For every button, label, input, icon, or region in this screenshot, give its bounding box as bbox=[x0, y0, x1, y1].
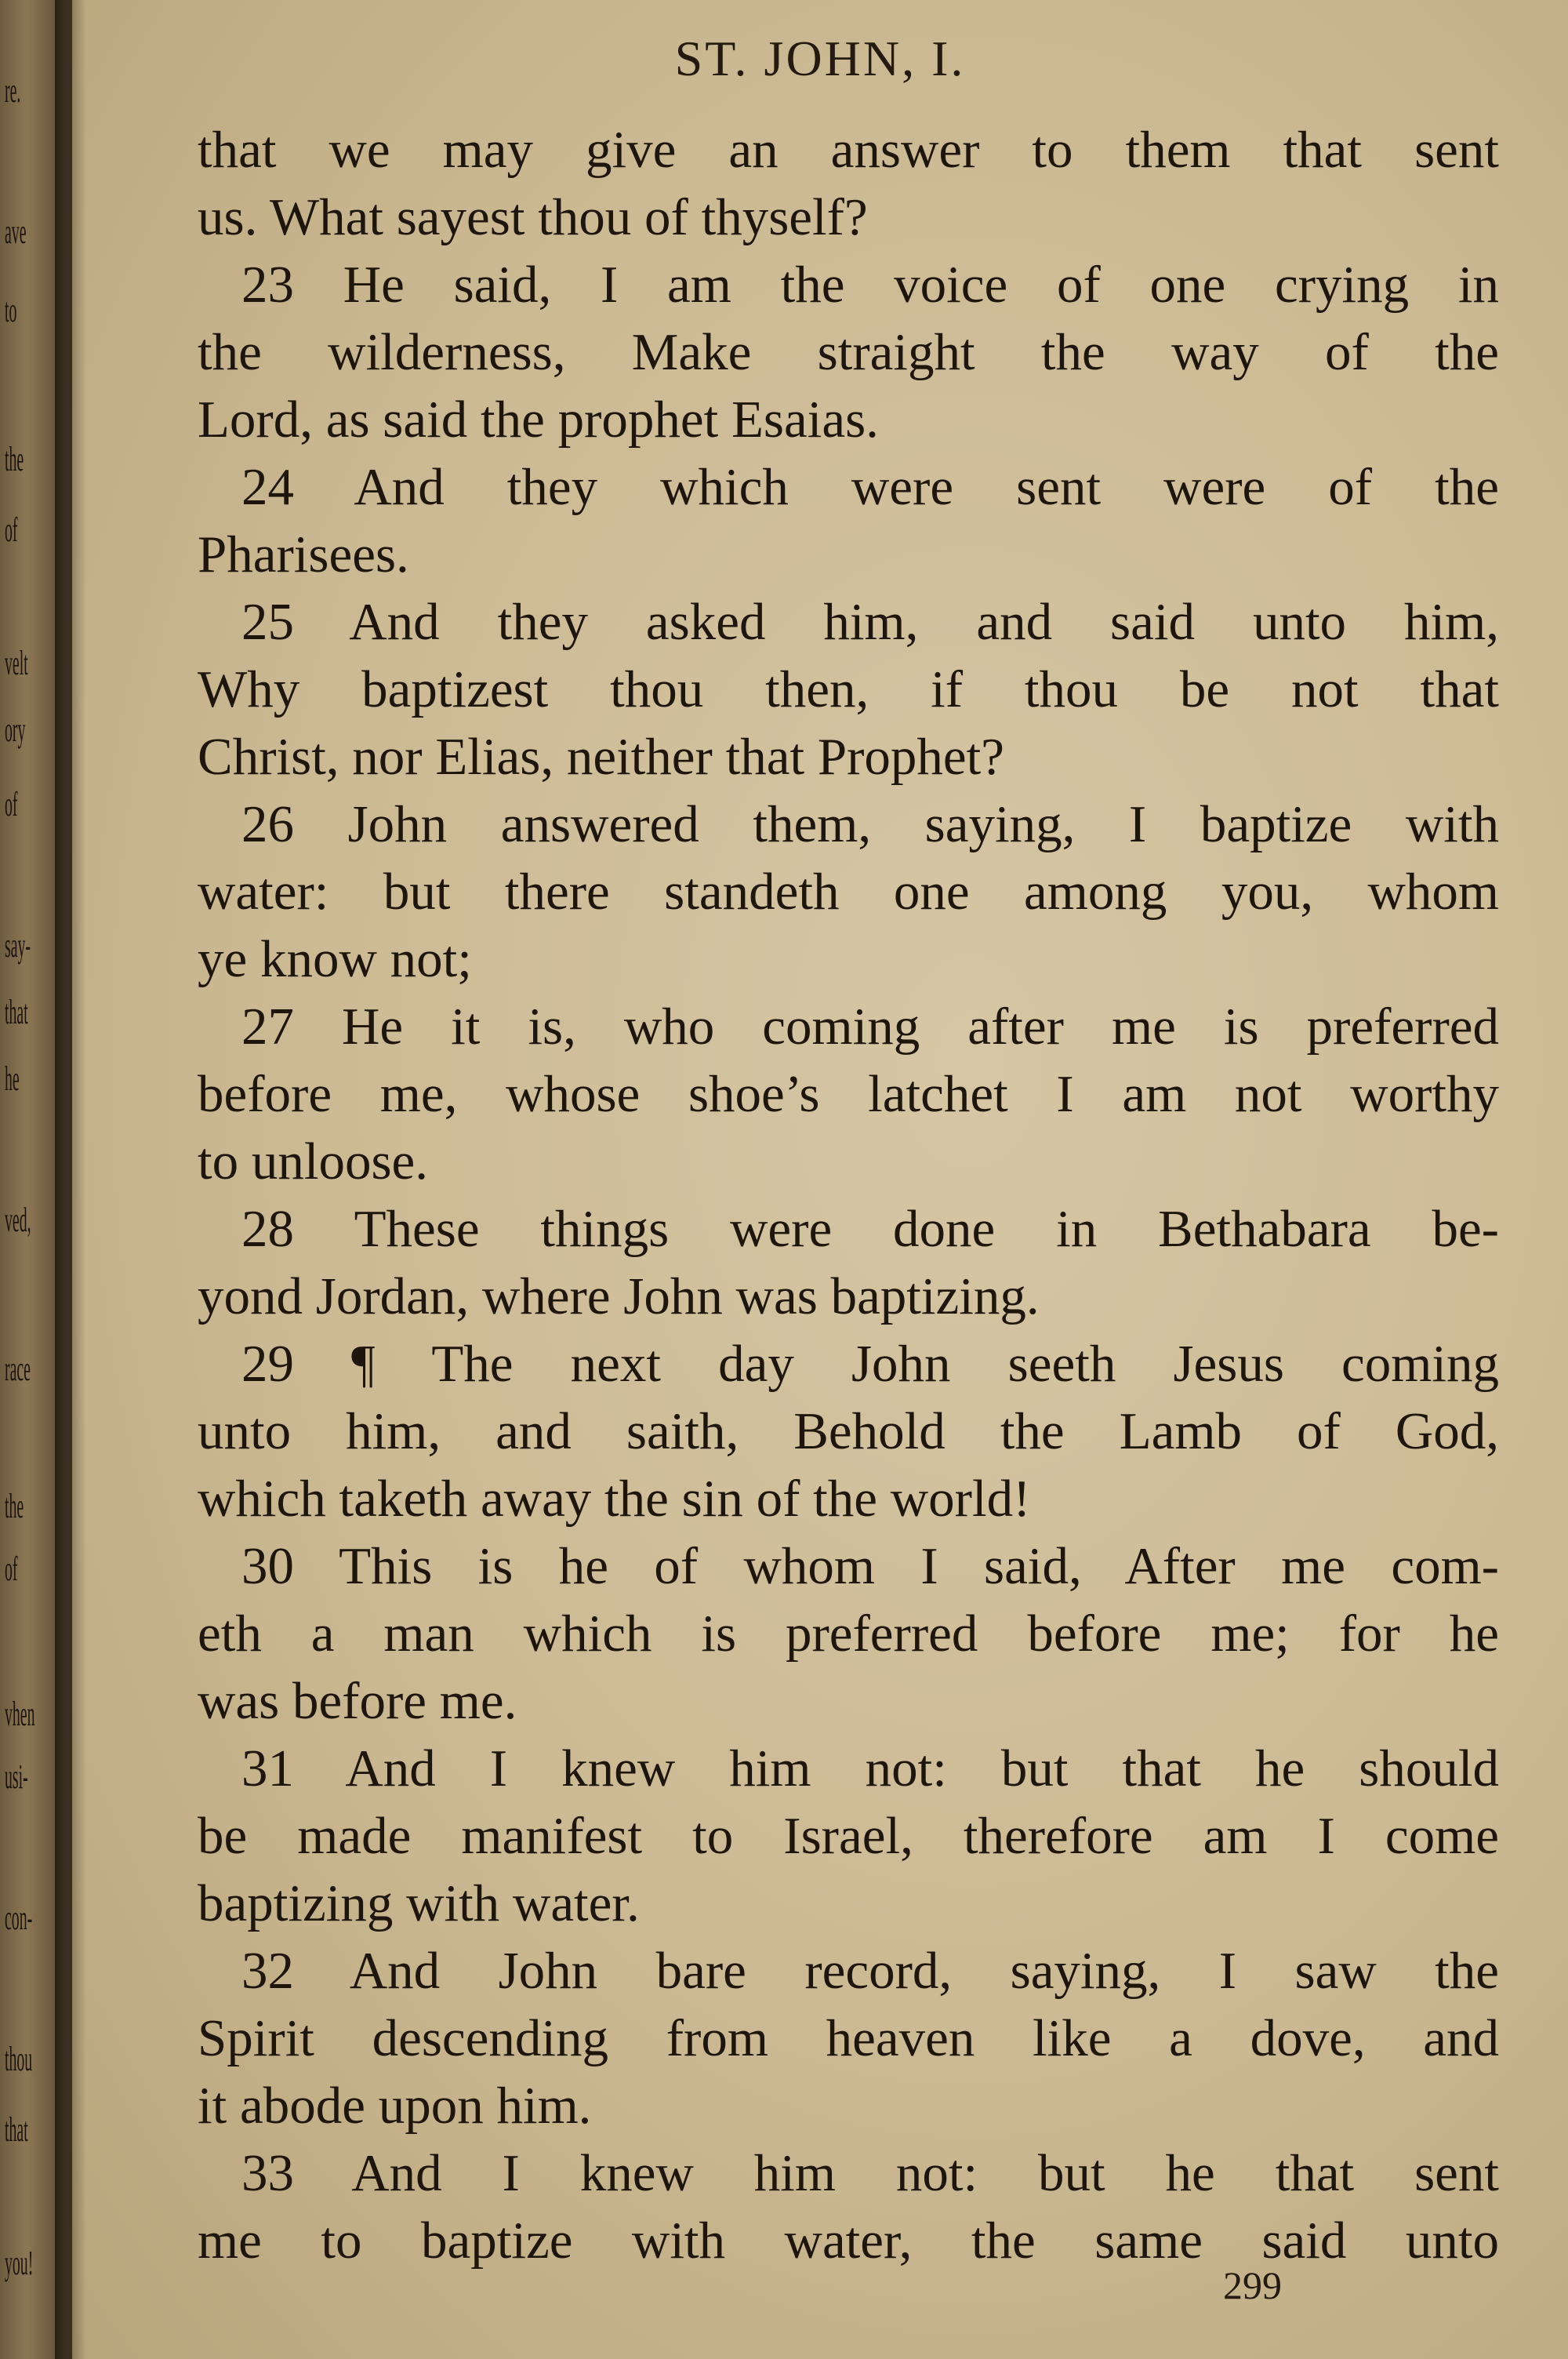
facing-page-fragment: thou bbox=[5, 2040, 33, 2078]
facing-page-fragment: say- bbox=[5, 926, 31, 965]
verse-line: eth a man which is preferred before me; for he bbox=[198, 1605, 1499, 1663]
verse-line: that we may give an answer to them that sent bbox=[198, 121, 1499, 179]
verse-line: Christ, nor Elias, neither that Prophet? bbox=[198, 728, 1004, 786]
verse-first-line: 31 And I knew him not: but that he should bbox=[241, 1739, 1499, 1797]
verse-line: was before me. bbox=[198, 1672, 517, 1730]
facing-page-fragment: ave bbox=[5, 213, 27, 251]
verse-first-line: 28 These things were done in Bethabara be- bbox=[241, 1200, 1499, 1258]
verse-first-line: 23 He said, I am the voice of one crying in bbox=[241, 256, 1499, 314]
verse-line: the wilderness, Make straight the way of the bbox=[198, 323, 1499, 381]
verse-line: Lord, as said the prophet Esaias. bbox=[198, 391, 879, 449]
verse-first-line: 32 And John bare record, saying, I saw the bbox=[241, 1942, 1499, 2000]
verse-line: us. What sayest thou of thyself? bbox=[198, 188, 868, 246]
facing-page-fragment: usi- bbox=[5, 1757, 28, 1796]
facing-page-fragment: race bbox=[5, 1350, 31, 1388]
verse-line: ye know not; bbox=[198, 930, 472, 988]
facing-page-fragment: that bbox=[5, 993, 28, 1031]
scripture-text bbox=[198, 116, 1499, 2274]
verse-line: baptizing with water. bbox=[198, 1874, 640, 1932]
verse-line: Why baptizest thou then, if thou be not that bbox=[198, 660, 1499, 718]
facing-page-fragment: velt bbox=[5, 644, 28, 682]
verse-line: before me, whose shoe’s latchet I am not worthy bbox=[198, 1065, 1499, 1123]
page-gutter bbox=[55, 0, 86, 2359]
verse-first-line: 24 And they which were sent were of the bbox=[241, 458, 1499, 516]
facing-page-fragment: ved, bbox=[5, 1201, 31, 1239]
verse-line: it abode upon him. bbox=[198, 2077, 592, 2135]
facing-page-fragment: the bbox=[5, 1487, 24, 1525]
facing-page-fragment: of bbox=[5, 1550, 18, 1588]
verse-line: me to baptize with water, the same said unto bbox=[198, 2212, 1499, 2270]
running-head: ST. JOHN, I. bbox=[674, 31, 966, 86]
verse-line: water: but there standeth one among you, whom bbox=[198, 863, 1499, 921]
page-number: 299 bbox=[1223, 2263, 1282, 2307]
verse-line: to unloose. bbox=[198, 1132, 429, 1190]
verse-first-line: 26 John answered them, saying, I baptize with bbox=[241, 795, 1499, 853]
facing-page-fragment: re. bbox=[5, 71, 21, 110]
facing-page-fragment: ory bbox=[5, 711, 26, 749]
facing-page-fragment: you! bbox=[5, 2244, 34, 2282]
verse-first-line: 30 This is he of whom I said, After me com- bbox=[241, 1537, 1499, 1595]
facing-page-fragment: the bbox=[5, 440, 24, 478]
facing-page-fragment: he bbox=[5, 1060, 20, 1098]
verse-first-line: 33 And I knew him not: but he that sent bbox=[241, 2144, 1499, 2202]
verse-line: unto him, and saith, Behold the Lamb of God, bbox=[198, 1402, 1499, 1460]
verse-first-line: 27 He it is, who coming after me is preferred bbox=[241, 998, 1499, 1056]
facing-page-fragment: vhen bbox=[5, 1695, 35, 1733]
verse-line: Pharisees. bbox=[198, 525, 409, 583]
facing-page-fragment: of bbox=[5, 785, 18, 823]
facing-page-fragment: to bbox=[5, 291, 17, 329]
verse-line: Spirit descending from heaven like a dove, and bbox=[198, 2009, 1499, 2067]
facing-page-fragment: con- bbox=[5, 1899, 33, 1937]
verse-first-line: 29 ¶ The next day John seeth Jesus coming bbox=[241, 1335, 1499, 1393]
verse-first-line: 25 And they asked him, and said unto him, bbox=[241, 593, 1499, 651]
facing-page-fragment: that bbox=[5, 2110, 28, 2149]
verse-line: be made manifest to Israel, therefore am I come bbox=[198, 1807, 1499, 1865]
facing-page-fragment: of bbox=[5, 511, 18, 549]
verse-line: which taketh away the sin of the world! bbox=[198, 1470, 1031, 1528]
verse-line: yond Jordan, where John was baptizing. bbox=[198, 1267, 1040, 1325]
